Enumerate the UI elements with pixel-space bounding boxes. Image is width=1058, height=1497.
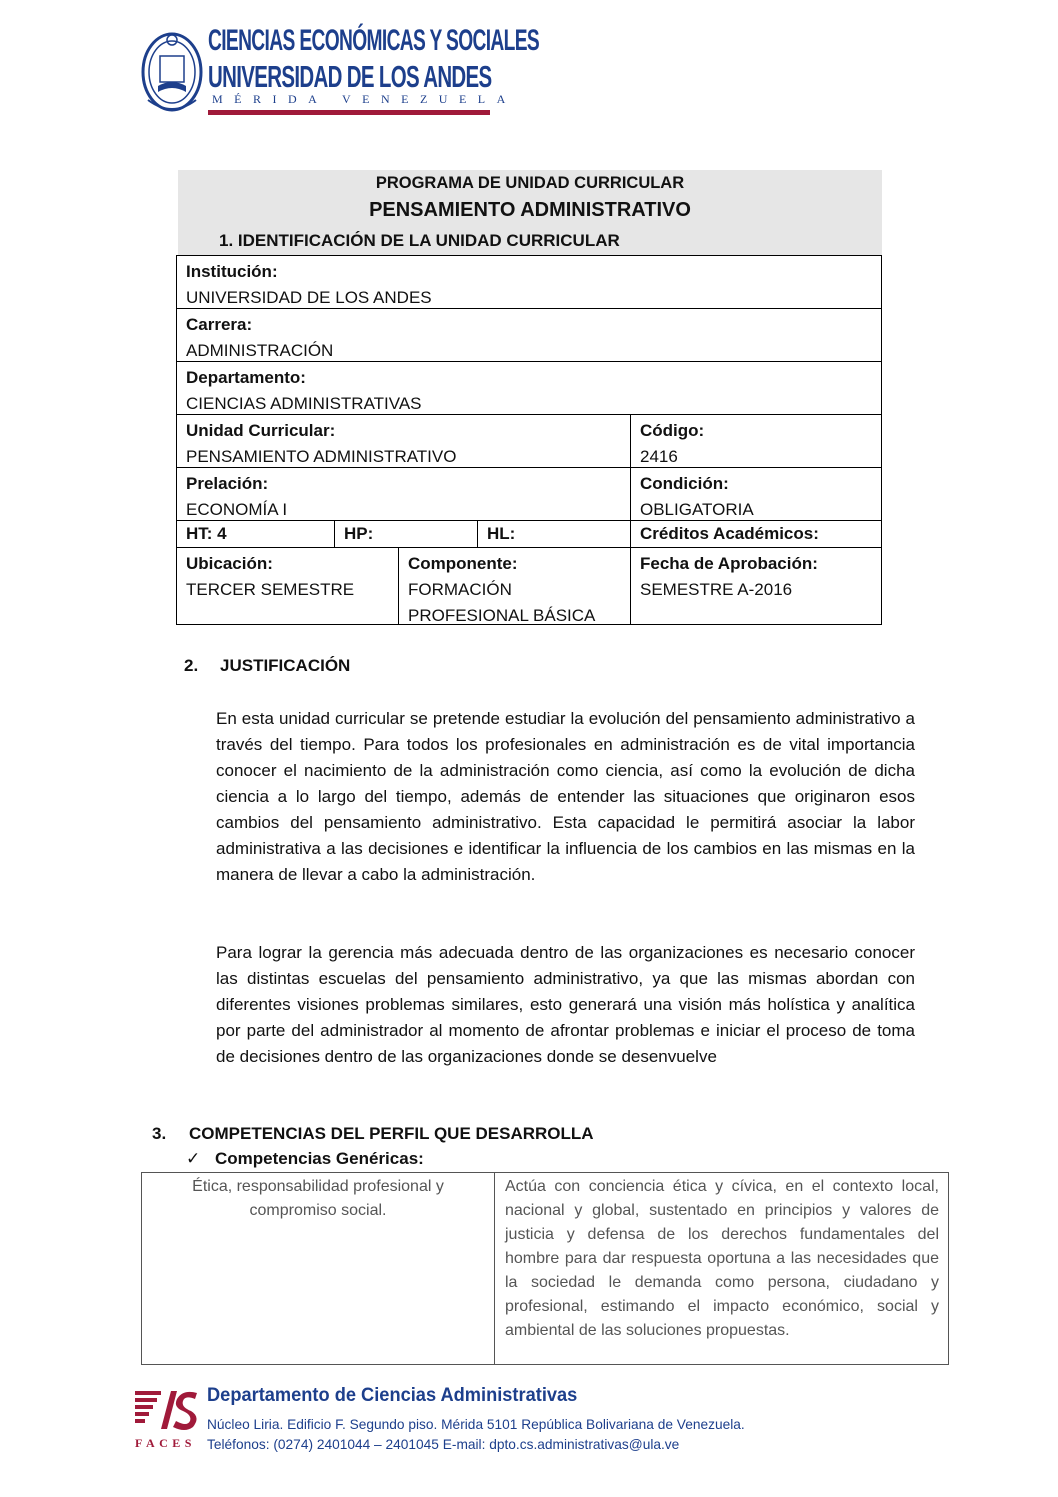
- university-seal-icon: [140, 22, 204, 114]
- section-2-heading: 2. JUSTIFICACIÓN: [184, 656, 351, 675]
- competency-description: Actúa con conciencia ética y cívica, en el contexto local, nacional y global, sustentado en principios y valores de justicia y defensa de los derechos fundamentales del hombre para dar respuesta oportuna a las necesidades que la sociedad le demanda como persona, ciudadano y profesional, estimando el impacto económico, social y ambiental de las soluciones propuestas.: [505, 1178, 939, 1339]
- carrera-cell: Carrera: ADMINISTRACIÓN: [177, 309, 881, 362]
- justification-paragraph-1: En esta unidad curricular se pretende estudiar la evolución del pensamiento administrativo a través del tiempo. Para todos los profesionales en administración es de vital importancia conocer el nacimiento de la administración como ciencia, así como la evolución de dicha ciencia a lo largo del tiempo, además de entender las situaciones que originaron esos cambios del pensamiento administrativo. Esta capacidad le permitirá asociar la labor administrativa a las decisiones e identificar la influencia de los cambios en las mismas en la manera de llevar a cabo la administración.: [216, 709, 915, 884]
- competencies-table: [141, 1172, 949, 1365]
- hp-cell: HP:: [335, 521, 478, 548]
- prelacion-cell: Prelación: ECONOMÍA I: [177, 468, 631, 521]
- condicion-cell: Condición: OBLIGATORIA: [631, 468, 881, 521]
- department-footer: [135, 1385, 745, 1455]
- unidad-cell: Unidad Curricular: PENSAMIENTO ADMINISTRATIVO: [177, 415, 631, 468]
- university-name: UNIVERSIDAD DE LOS ANDES: [208, 59, 492, 94]
- faces-label: FACES: [135, 1436, 196, 1450]
- departamento-cell: Departamento: CIENCIAS ADMINISTRATIVAS: [177, 362, 881, 415]
- ht-cell: HT: 4: [177, 521, 335, 548]
- competency-name: Ética, responsabilidad profesional y compromiso social.: [142, 1173, 495, 1364]
- fecha-cell: Fecha de Aprobación: SEMESTRE A-2016: [640, 554, 818, 599]
- header-divider: [208, 110, 490, 115]
- generic-competencies-heading: ✓ Competencias Genéricas:: [186, 1149, 424, 1168]
- faces-logo-icon: [135, 1389, 199, 1431]
- department-name: Departamento de Ciencias Administrativas: [207, 1385, 578, 1406]
- ubicacion-cell: Ubicación: TERCER SEMESTRE: [177, 548, 399, 624]
- university-header: [140, 22, 540, 118]
- department-address: Núcleo Liria. Edificio F. Segundo piso. Mérida 5101 República Bolivariana de Venezuela.: [207, 1416, 745, 1432]
- section-1-heading: 1. IDENTIFICACIÓN DE LA UNIDAD CURRICULAR: [219, 231, 620, 250]
- course-title: PENSAMIENTO ADMINISTRATIVO: [369, 199, 691, 221]
- componente-cell: Componente: FORMACIÓN PROFESIONAL BÁSICA: [399, 548, 631, 624]
- hl-cell: HL:: [478, 521, 631, 548]
- justification-paragraph-2: Para lograr la gerencia más adecuada dentro de las organizaciones es necesario conocer las distintas escuelas del pensamiento administrativo, ya que las mismas abordan con diferentes visiones problemas similares, esto generará una visión más holística y analítica por parte del administrador al momento de afrontar problemas e iniciar el proceso de toma de decisiones dentro de las organizaciones donde se desenvuelve: [216, 943, 915, 1066]
- institucion-cell: Institución: UNIVERSIDAD DE LOS ANDES: [177, 256, 881, 309]
- checkmark-icon: ✓: [186, 1149, 201, 1168]
- section-3-heading: 3. COMPETENCIAS DEL PERFIL QUE DESARROLLA: [152, 1124, 594, 1143]
- program-title: PROGRAMA DE UNIDAD CURRICULAR: [375, 174, 685, 192]
- identification-table: [176, 255, 882, 625]
- codigo-cell: Código: 2416: [631, 415, 881, 468]
- creditos-cell: Créditos Académicos:: [631, 521, 881, 548]
- location: MÉRIDA VENEZUELA: [212, 92, 517, 106]
- faculty-name: CIENCIAS ECONÓMICAS Y SOCIALES: [208, 24, 540, 57]
- department-contact: Teléfonos: (0274) 2401044 – 2401045 E-mail: dpto.cs.administrativas@ula.ve: [207, 1436, 680, 1452]
